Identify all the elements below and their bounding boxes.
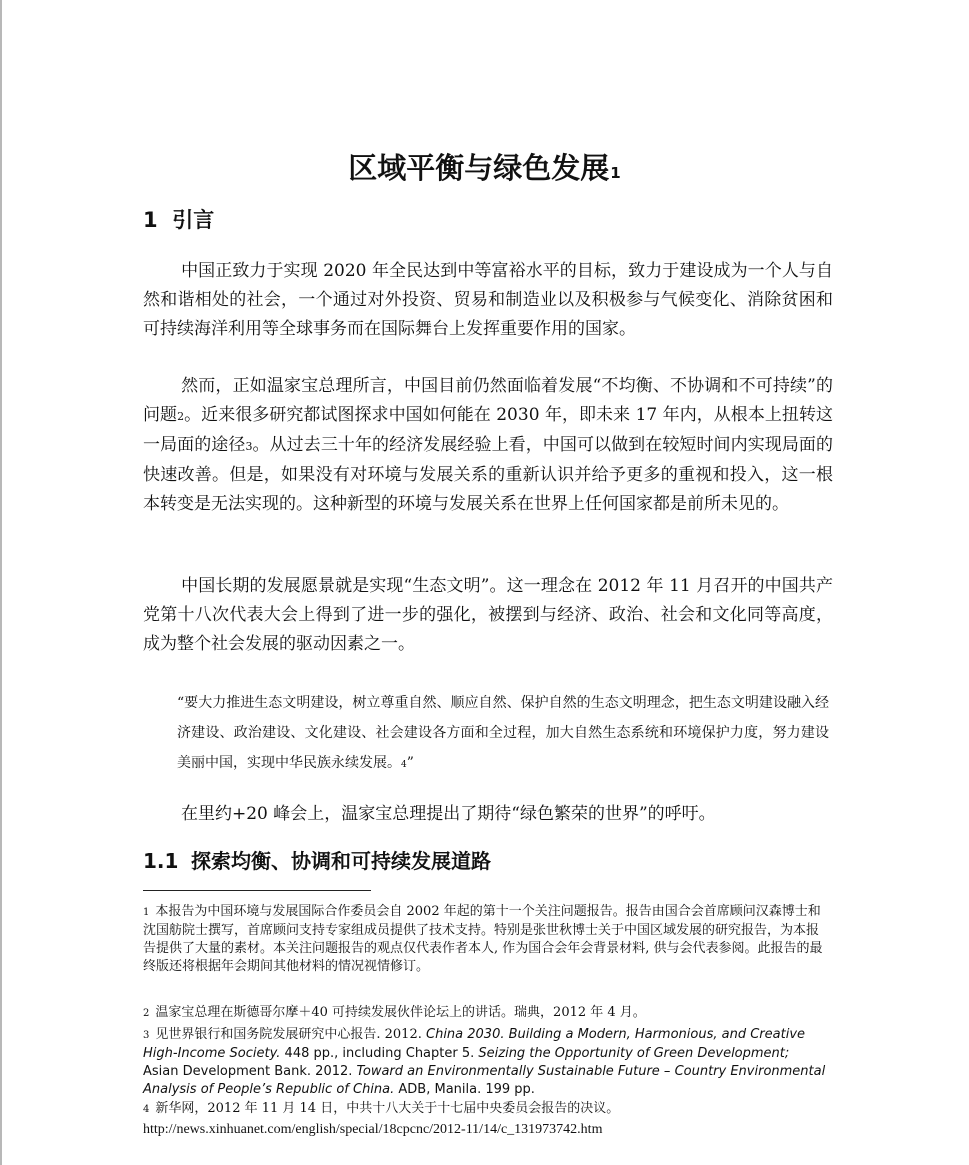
- citation-title: Seizing the Opportunity of Green Development;: [478, 1046, 790, 1061]
- quote-text: “要大力推进生态文明建设，树立尊重自然、顺应自然、保护自然的生态文明理念，把生态文明建设融入经济建设、政治建设、文化建设、社会建设各方面和全过程，加大自然生态系统和环境保护力度，努力建设美丽中国，实现中华民族永续发展。: [177, 695, 829, 771]
- paragraph-2: [143, 372, 833, 519]
- subsection-title: 探索均衡、协调和可持续发展道路: [191, 849, 491, 873]
- footnote-separator: [143, 890, 371, 891]
- footnote-mark-2[interactable]: 2: [177, 410, 185, 423]
- footnote-text: 448 pp., including Chapter 5.: [280, 1046, 479, 1061]
- section-number: 1: [143, 208, 158, 232]
- footnote-4: [143, 1100, 828, 1119]
- paragraph-4: [143, 800, 833, 829]
- title-footnote-mark[interactable]: 1: [610, 164, 621, 182]
- footnote-mark-3[interactable]: 3: [245, 440, 253, 453]
- paragraph-1: [143, 257, 833, 344]
- footnote-url-link[interactable]: http://news.xinhuanet.com/english/special/18cpcnc/2012-11/14/c_131973742.htm: [143, 1122, 603, 1137]
- paragraph-text: 然而，正如温家宝总理所言，中国目前仍然面临着发展“不均衡、不协调和不可持续”的问题: [143, 376, 833, 425]
- footnote-text: Asian Development Bank. 2012.: [143, 1064, 357, 1079]
- section-title: 引言: [172, 208, 215, 232]
- paragraph-text: 。近来很多研究都试图探求中国如何能在 2030 年，即未来 17 年内，从根本上扭转这一局面的途径: [143, 405, 833, 455]
- document-title-text: 区域平衡与绿色发展: [348, 151, 610, 185]
- footnote-number: 1: [143, 907, 150, 918]
- footnote-number: 4: [143, 1104, 150, 1115]
- footnote-text: ADB, Manila. 199 pp.: [394, 1082, 535, 1097]
- footnote-1: [143, 903, 828, 976]
- subsection-number: 1.1: [143, 849, 179, 873]
- footnote-mark-4[interactable]: 4: [401, 760, 407, 770]
- paragraph-text: 中国正致力于实现 2020 年全民达到中等富裕水平的目标，致力于建设成为一个人与自然和谐相处的社会，一个通过对外投资、贸易和制造业以及积极参与气候变化、消除贫困和可持续海洋利用等全球事务而在国际舞台上发挥重要作用的国家。: [143, 261, 833, 339]
- quote-close: ”: [406, 755, 414, 771]
- paragraph-3: [143, 572, 833, 659]
- citation-title: China 2030. Building a Modern, Harmonious, and Creative High-Income Society.: [143, 1027, 806, 1061]
- footnote-text: 新华网，2012 年 11 月 14 日，中共十八大关于十七届中央委员会报告的决议。: [155, 1101, 620, 1116]
- footnote-text: 本报告为中国环境与发展国际合作委员会自 2002 年起的第十一个关注问题报告。报告由国合会首席顾问汉森博士和沈国舫院士撰写，首席顾问支持专家组成员提供了技术支持。特别是张世秋博士关于中国区域发展的研究报告，为本报告提供了大量的素材。本关注问题报告的观点仅代表作者本人, 作为国合会年会背景材料, 供与会代表参阅。此报告的最终版还将根据年会期间其他材料的情况视情修订。: [143, 904, 823, 974]
- footnote-3: [143, 1026, 828, 1099]
- footnote-text: 见世界银行和国务院发展研究中心报告. 2012.: [155, 1027, 426, 1042]
- footnote-2: [143, 1004, 828, 1023]
- subsection-heading: [143, 846, 491, 876]
- footnote-text: 温家宝总理在斯德哥尔摩＋40 可持续发展伙伴论坛上的讲话。瑞典，2012 年 4 月。: [155, 1005, 646, 1020]
- citation-title: Toward an Environmentally Sustainable Future – Country Environmental Analysis of People’s Republic of China.: [143, 1064, 826, 1097]
- block-quote: [177, 688, 829, 780]
- paragraph-text: 在里约+20 峰会上，温家宝总理提出了期待“绿色繁荣的世界”的呼吁。: [181, 804, 716, 824]
- section-heading-intro: [143, 205, 214, 235]
- footnote-number: 3: [143, 1030, 150, 1041]
- paragraph-text: 。从过去三十年的经济发展经验上看，中国可以做到在较短时间内实现局面的快速改善。但是，如果没有对环境与发展关系的重新认识并给予更多的重视和投入，这一根本转变是无法实现的。这种新型的环境与发展关系在世界上任何国家都是前所未见的。: [143, 435, 834, 514]
- paragraph-text: 中国长期的发展愿景就是实现“生态文明”。这一理念在 2012 年 11 月召开的中国共产党第十八次代表大会上得到了进一步的强化，被摆到与经济、政治、社会和文化同等高度，成为整个社会发展的驱动因素之一。: [143, 576, 833, 654]
- document-title: [0, 148, 969, 193]
- footnote-number: 2: [143, 1008, 150, 1019]
